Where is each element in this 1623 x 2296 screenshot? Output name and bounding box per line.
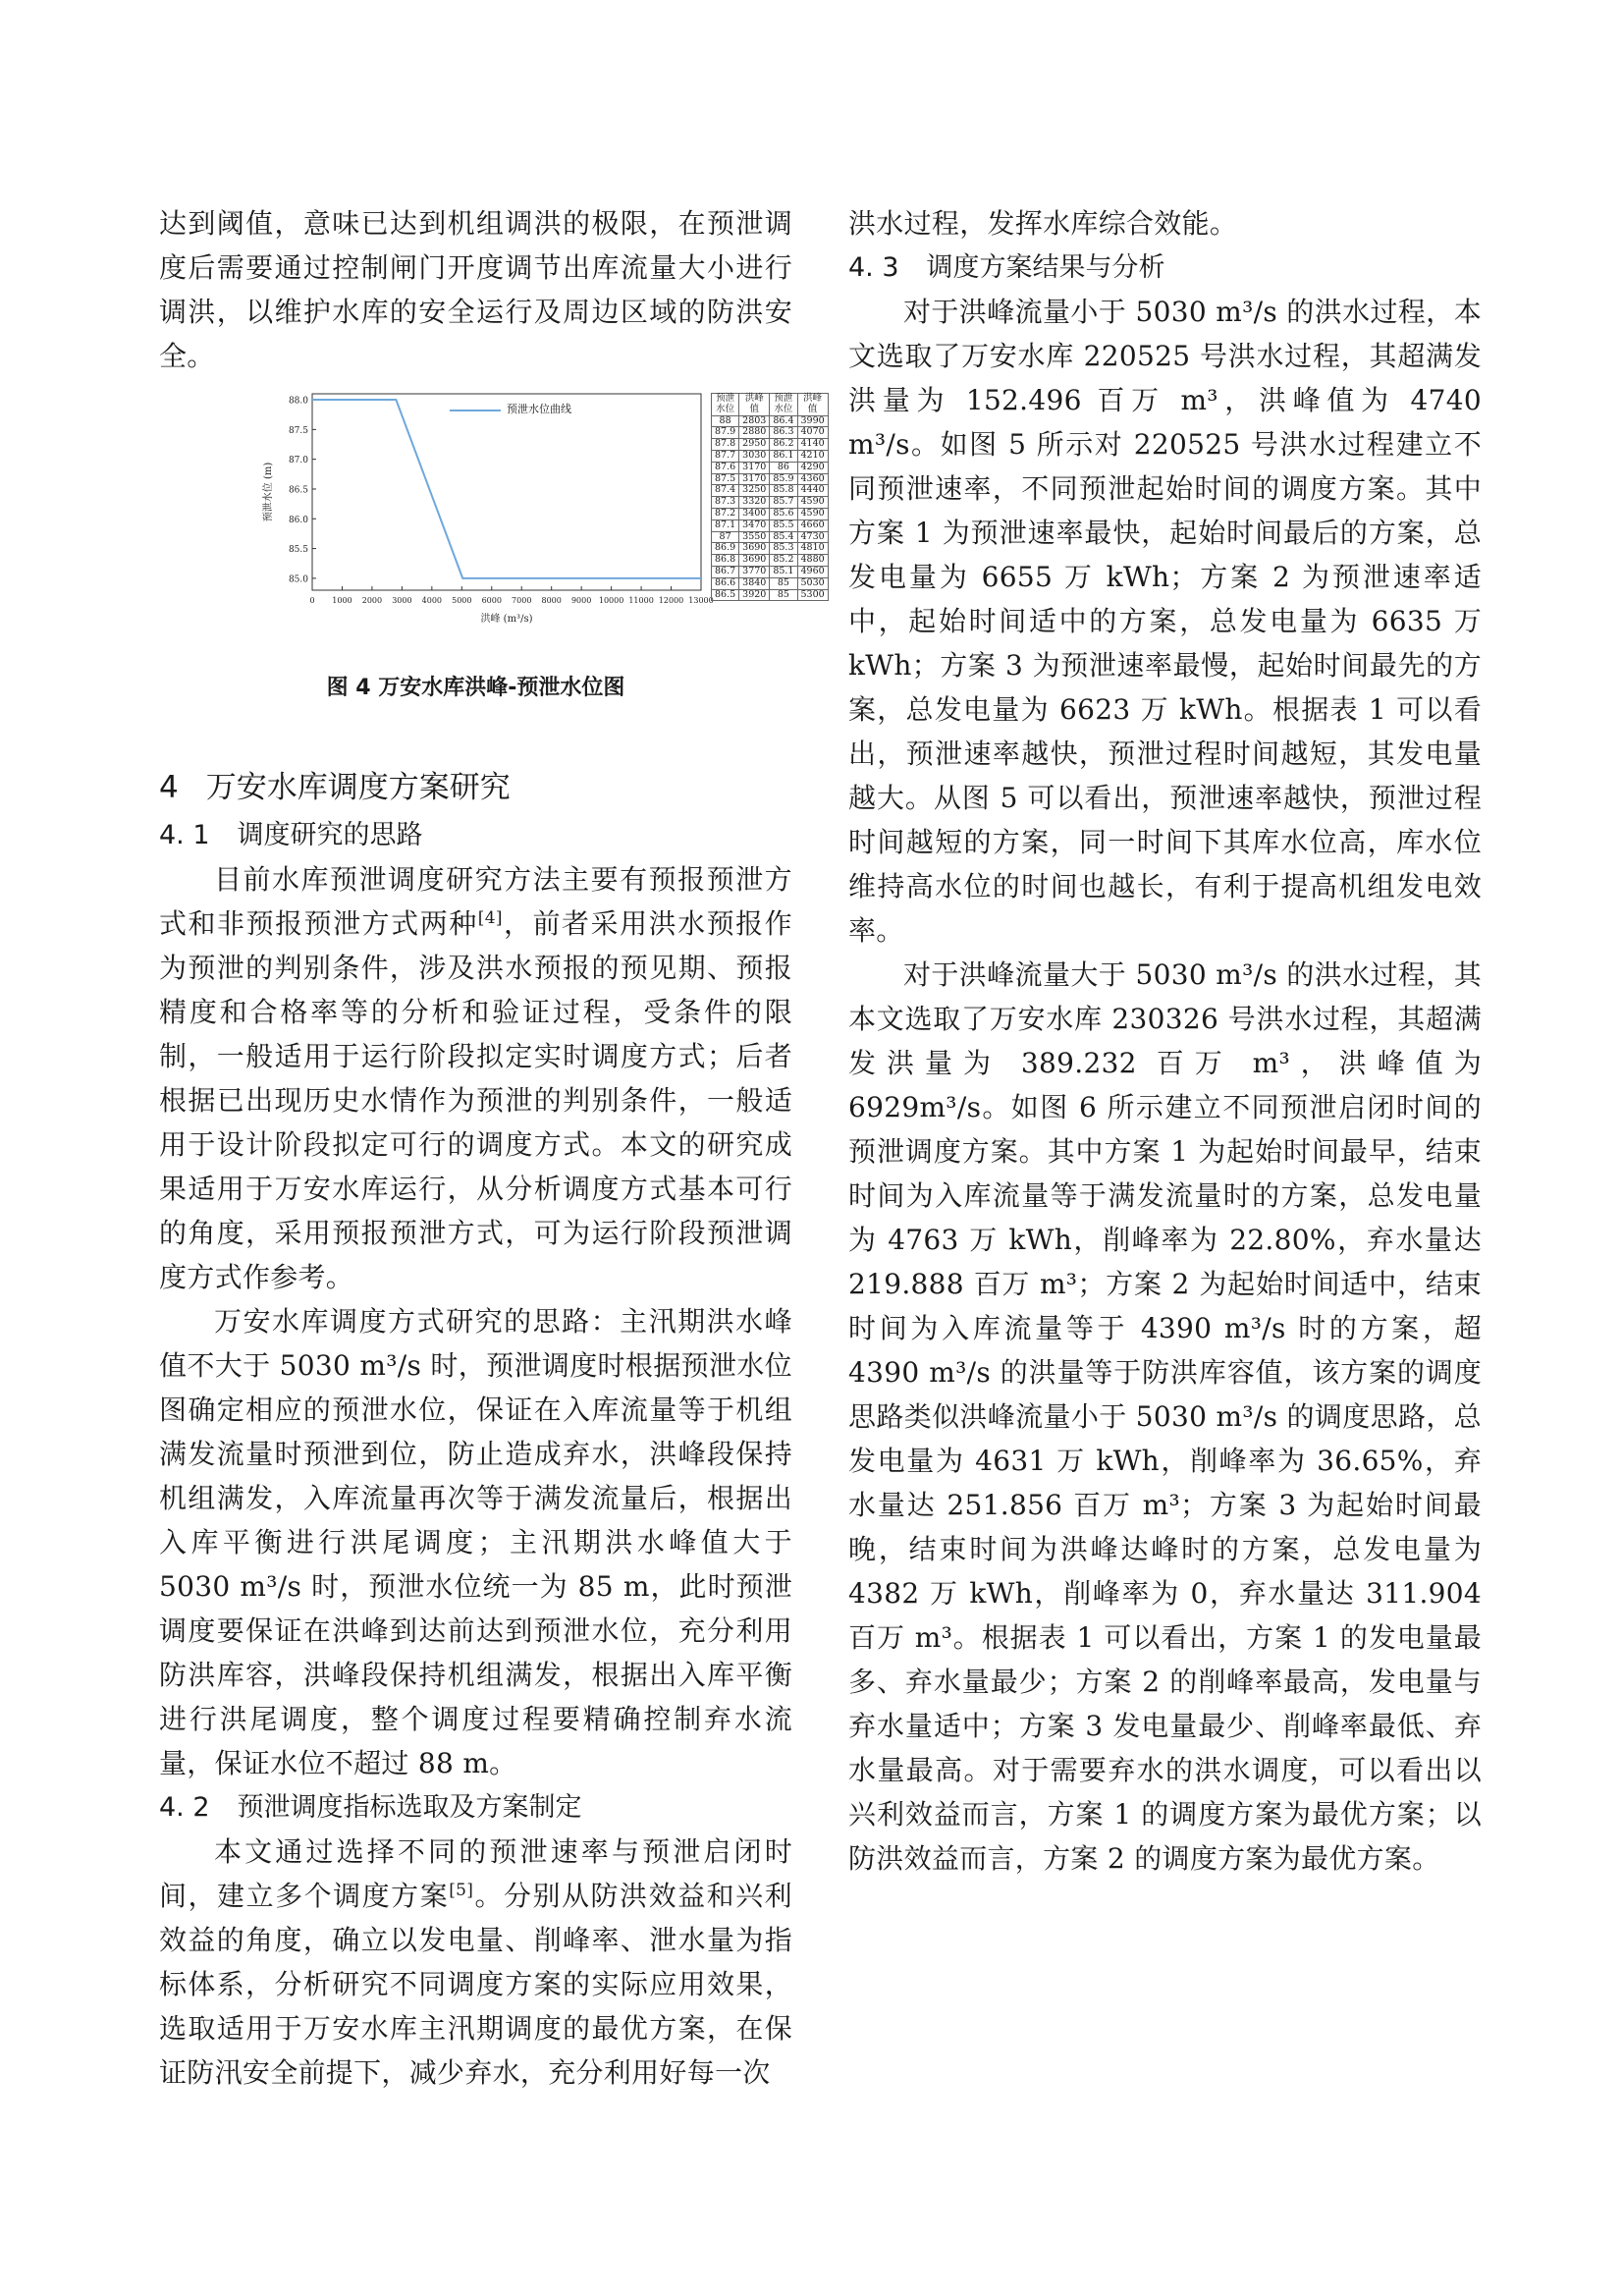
subsection-title: 预泄调度指标选取及方案制定	[237, 1792, 582, 1823]
table-row	[712, 415, 829, 427]
x-tick-label: 1000	[332, 596, 352, 605]
table-cell: 85.5	[770, 519, 797, 531]
text-run: 。分别从防洪效益和兴利效益的角度，确立以发电量、削峰率、泄水量为指标体系，分析研究不同调度方案的实际应用效果，选取适用于万安水库主汛期调度的最优方案，在保证防汛安全前提下，减少弃水，充分利用好每一次	[159, 1880, 792, 2089]
paragraph-4-1-b: 万安水库调度方式研究的思路：主汛期洪水峰值不大于 5030 m³/s 时，预泄调度时根据预泄水位图确定相应的预泄水位，保证在入库流量等于机组满发流量时预泄到位，防止造成弃水，洪峰段保持机组满发，入库流量再次等于满发流量后，根据出入库平衡进行洪尾调度；主汛期洪水峰值大于 5030 m³/s 时，预泄水位统一为 85 m，此时预泄调度要保证在洪峰到达前达到预泄水位，充分利用防洪库容，洪峰段保持机组满发，根据出入库平衡进行洪尾调度，整个调度过程要精确控制弃水流量，保证水位不超过 88 m。	[159, 1305, 792, 1779]
x-tick-label: 10000	[598, 596, 624, 605]
table-cell: 87.5	[712, 473, 739, 485]
table-cell: 87.3	[712, 497, 739, 509]
subsection-title: 调度方案结果与分析	[926, 252, 1165, 283]
y-axis-label: 预泄水位 (m)	[263, 462, 274, 522]
table-cell: 85.2	[770, 555, 797, 567]
table-row	[712, 519, 829, 531]
x-tick-label: 12000	[658, 596, 684, 605]
table-cell: 3470	[739, 519, 770, 531]
paragraph-4-3-a: 对于洪峰流量小于 5030 m³/s 的洪水过程，本文选取了万安水库 220525 号洪水过程，其超满发洪量为 152.496 百万 m³，洪峰值为 4740 m³/s。如图 5 所示对 220525 号洪水过程建立不同预泄速率，不同预泄起始时间的调度方案。其中方案 1 为预泄速率最快，起始时间最后的方案，总发电量为 6655 万 kWh；方案 2 为预泄速率适中，起始时间适中的方案，总发电量为 6635 万 kWh；方案 3 为预泄速率最慢，起始时间最先的方案，总发电量为 6623 万 kWh。根据表 1 可以看出，预泄速率越快，预泄过程时间越短，其发电量越大。从图 5 可以看出，预泄速率越快，预泄过程时间越短的方案，同一时间下其库水位高，库水位维持高水位的时间也越长，有利于提高机组发电效率。	[848, 296, 1482, 947]
table-row	[712, 543, 829, 555]
x-tick-label: 5000	[452, 596, 472, 605]
paragraph-4-3-b: 对于洪峰流量大于 5030 m³/s 的洪水过程，其本文选取了万安水库 230326 号洪水过程，其超满发洪量为 389.232 百万 m³，洪峰值为 6929m³/s。如图 6 所示建立不同预泄启闭时间的预泄调度方案。其中方案 1 为起始时间最早，结束时间为入库流量等于满发流量时的方案，总发电量为 4763 万 kWh，削峰率为 22.80%，弃水量达 219.888 百万 m³；方案 2 为起始时间适中，结束时间为入库流量等于 4390 m³/s 时的方案，超 4390 m³/s 的洪量等于防洪库容值，该方案的调度思路类似洪峰流量小于 5030 m³/s 的调度思路，总发电量为 4631 万 kWh，削峰率为 36.65%，弃水量达 251.856 百万 m³；方案 3 为起始时间最晚，结束时间为洪峰达峰时的方案，总发电量为 4382 万 kWh，削峰率为 0，弃水量达 311.904 百万 m³。根据表 1 可以看出，方案 1 的发电量最多、弃水量最少；方案 2 的削峰率最高，发电量与弃水量适中；方案 3 发电量最少、削峰率最低、弃水量最高。对于需要弃水的洪水调度，可以看出以兴利效益而言，方案 1 的调度方案为最优方案；以防洪效益而言，方案 2 的调度方案为最优方案。	[848, 958, 1482, 1875]
x-tick-label: 0	[309, 596, 315, 605]
citation-ref: [4]	[477, 908, 503, 928]
table-cell: 3550	[739, 531, 770, 543]
y-tick-label: 85.0	[288, 574, 308, 585]
table-row	[712, 497, 829, 509]
table-cell: 4960	[797, 566, 828, 577]
table-cell: 5030	[797, 577, 828, 589]
table-cell: 86.3	[770, 427, 797, 439]
table-cell: 87.8	[712, 439, 739, 451]
table-cell: 85	[770, 589, 797, 601]
table-cell: 85.7	[770, 497, 797, 509]
right-column	[848, 201, 1482, 1881]
table-cell: 3840	[739, 577, 770, 589]
table-cell: 3250	[739, 485, 770, 497]
table-cell: 85.8	[770, 485, 797, 497]
table-cell: 3170	[739, 462, 770, 473]
table-cell: 4290	[797, 462, 828, 473]
table-cell: 86.6	[712, 577, 739, 589]
table-cell: 4070	[797, 427, 828, 439]
table-cell: 4730	[797, 531, 828, 543]
text-run: 目前水库预泄调度研究方法主要有预报预泄方式和非预报预泄方式两种	[159, 863, 792, 940]
x-tick-label: 7000	[512, 596, 532, 605]
x-tick-label: 4000	[421, 596, 443, 605]
table-cell: 4590	[797, 497, 828, 509]
subsection-number: 4. 3	[848, 252, 899, 283]
table-cell: 88	[712, 415, 739, 427]
figure-caption: 图 4 万安水库洪峰-预泄水位图	[326, 676, 625, 700]
table-header-cell: 洪峰值	[739, 394, 770, 416]
table-row	[712, 450, 829, 462]
table-header-cell: 洪峰值	[797, 394, 828, 416]
table-cell: 3320	[739, 497, 770, 509]
table-cell: 87.4	[712, 485, 739, 497]
table-row	[712, 555, 829, 567]
table-cell: 2880	[739, 427, 770, 439]
table-cell: 3030	[739, 450, 770, 462]
citation-ref: [5]	[449, 1881, 474, 1900]
table-cell: 3990	[797, 415, 828, 427]
subsection-number: 4. 2	[159, 1792, 210, 1823]
table-cell: 3400	[739, 508, 770, 519]
table-cell: 4140	[797, 439, 828, 451]
table-cell: 85.4	[770, 531, 797, 543]
paragraph-continued: 洪水过程，发挥水库综合效能。	[848, 207, 1238, 240]
x-axis-label: 洪峰 (m³/s)	[480, 614, 533, 625]
x-tick-label: 8000	[541, 596, 562, 605]
table-cell: 3920	[739, 589, 770, 601]
table-row	[712, 462, 829, 473]
table-row	[712, 473, 829, 485]
table-cell: 86.5	[712, 589, 739, 601]
table-cell: 86.1	[770, 450, 797, 462]
table-row	[712, 485, 829, 497]
table-header-cell: 预泄水位	[712, 394, 739, 416]
table-row	[712, 439, 829, 451]
x-tick-label: 9000	[570, 596, 592, 605]
table-cell: 85.9	[770, 473, 797, 485]
x-tick-label: 13000	[688, 596, 714, 605]
paragraph-4-2	[159, 1830, 792, 2095]
table-cell: 3690	[739, 555, 770, 567]
x-tick-label: 2000	[361, 596, 383, 605]
x-tick-label: 6000	[481, 596, 502, 605]
flood-peak-chart	[242, 386, 714, 626]
table-cell: 4810	[797, 543, 828, 555]
table-cell: 86.4	[770, 415, 797, 427]
table-header-row	[712, 394, 829, 416]
legend-label: 预泄水位曲线	[507, 403, 571, 415]
y-tick-label: 87.0	[288, 456, 308, 466]
table-cell: 85.3	[770, 543, 797, 555]
y-tick-label: 85.5	[288, 545, 308, 556]
table-cell: 87.9	[712, 427, 739, 439]
section-title: 万安水库调度方案研究	[205, 770, 511, 805]
y-tick-label: 86.0	[288, 515, 308, 525]
table-cell: 3690	[739, 543, 770, 555]
flood-peak-table	[711, 393, 829, 601]
table-cell: 87.7	[712, 450, 739, 462]
text-run: ，前者采用洪水预报作为预泄的判别条件，涉及洪水预报的预见期、预报精度和合格率等的分析和验证过程，受条件的限制，一般适用于运行阶段拟定实时调度方式；后者根据已出现历史水情作为预泄的判别条件，一般适用于设计阶段拟定可行的调度方式。本文的研究成果适用于万安水库运行，从分析调度方式基本可行的角度，采用预报预泄方式，可为运行阶段预泄调度方式作参考。	[159, 907, 792, 1293]
table-cell: 4590	[797, 508, 828, 519]
text-run: 本文通过选择不同的预泄速率与预泄启闭时间，建立多个调度方案	[159, 1835, 792, 1912]
table-cell: 87.1	[712, 519, 739, 531]
table-row	[712, 566, 829, 577]
table-cell: 3770	[739, 566, 770, 577]
subsection-number: 4. 1	[159, 820, 210, 850]
subsection-title: 调度研究的思路	[237, 820, 423, 850]
series-line	[312, 400, 701, 578]
table-cell: 4360	[797, 473, 828, 485]
table-row	[712, 427, 829, 439]
table-cell: 86	[770, 462, 797, 473]
table-cell: 85.1	[770, 566, 797, 577]
subsection-heading-4-1	[159, 813, 792, 857]
table-cell: 87	[712, 531, 739, 543]
paragraph-4-1-a	[159, 857, 792, 1299]
table-cell: 4880	[797, 555, 828, 567]
subsection-heading-4-3	[848, 246, 1482, 290]
y-tick-label: 88.0	[288, 396, 308, 407]
figure-4	[159, 386, 825, 651]
section-number: 4	[159, 770, 179, 805]
x-tick-label: 11000	[628, 596, 654, 605]
table-row	[712, 589, 829, 601]
y-tick-label: 87.5	[288, 425, 308, 436]
table-row	[712, 508, 829, 519]
table-cell: 4210	[797, 450, 828, 462]
subsection-heading-4-2	[159, 1785, 792, 1830]
table-cell: 86.8	[712, 555, 739, 567]
table-header-cell: 预泄水位	[770, 394, 797, 416]
left-column	[159, 201, 825, 2095]
table-cell: 3170	[739, 473, 770, 485]
table-cell: 87.6	[712, 462, 739, 473]
y-tick-label: 86.5	[288, 485, 308, 496]
table-cell: 5300	[797, 589, 828, 601]
plot-frame	[312, 394, 701, 590]
table-cell: 85.6	[770, 508, 797, 519]
table-cell: 86.7	[712, 566, 739, 577]
table-cell: 4660	[797, 519, 828, 531]
table-row	[712, 531, 829, 543]
table-cell: 4440	[797, 485, 828, 497]
legend-line-swatch	[450, 410, 501, 411]
table-cell: 85	[770, 577, 797, 589]
table-cell: 86.2	[770, 439, 797, 451]
table-cell: 87.2	[712, 508, 739, 519]
paragraph-intro: 达到阈值，意味已达到机组调洪的极限，在预泄调度后需要通过控制闸门开度调节出库流量大小进行调洪，以维护水库的安全运行及周边区域的防洪安全。	[159, 207, 792, 372]
x-tick-label: 3000	[392, 596, 412, 605]
table-cell: 86.9	[712, 543, 739, 555]
table-cell: 2803	[739, 415, 770, 427]
table-cell: 2950	[739, 439, 770, 451]
section-heading-4	[159, 762, 792, 813]
table-row	[712, 577, 829, 589]
